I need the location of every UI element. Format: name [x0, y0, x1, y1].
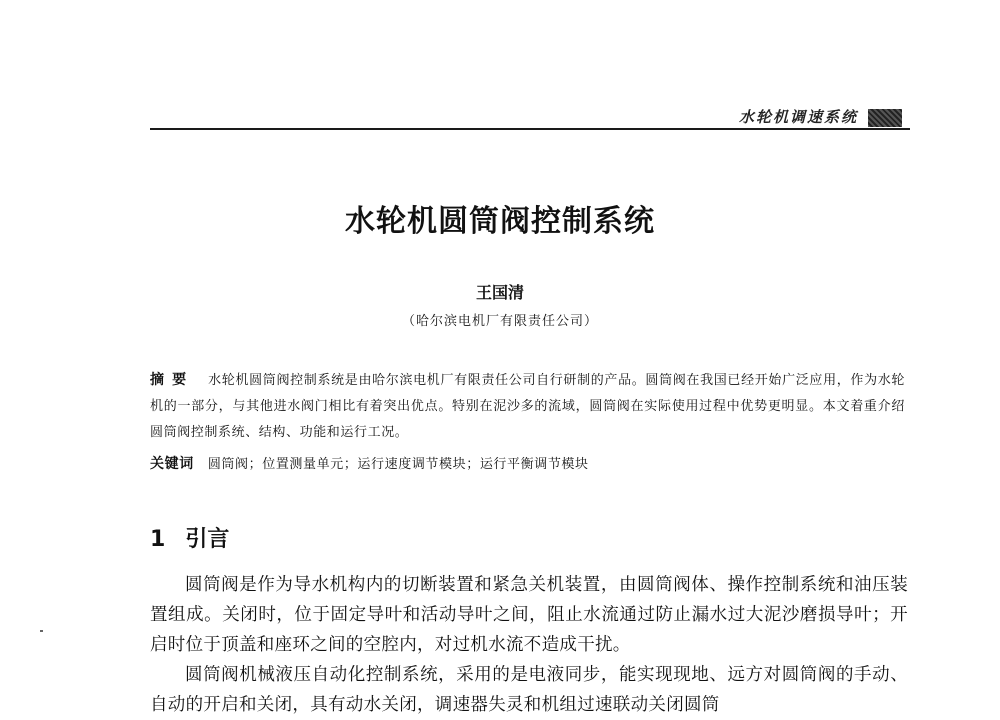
- section-heading: [150, 522, 229, 553]
- abstract-text: 水轮机圆筒阀控制系统是由哈尔滨电机厂有限责任公司自行研制的产品。圆筒阀在我国已经开始广泛应用，作为水轮机的一部分，与其他进水阀门相比有着突出优点。特别在泥沙多的流域，圆筒阀在实际使用过程中优势更明显。本文着重介绍圆筒阀控制系统、结构、功能和运行工况。: [150, 373, 906, 440]
- author-name: 王国清: [475, 283, 524, 302]
- scan-speck: [40, 630, 43, 632]
- body-text: [150, 570, 908, 720]
- keywords-label: 关键词: [150, 456, 194, 472]
- body-paragraph: 圆筒阀机械液压自动化控制系统，采用的是电液同步，能实现现地、远方对圆筒阀的手动、自动的开启和关闭，具有动水关闭，调速器失灵和机组过速联动关闭圆筒: [150, 665, 908, 715]
- running-header: [150, 104, 910, 130]
- section-title: 引言: [185, 527, 230, 552]
- keywords-text: 圆筒阀；位置测量单元；运行速度调节模块；运行平衡调节模块: [207, 457, 589, 472]
- abstract-label: 摘要: [150, 372, 195, 388]
- section-number: 1: [150, 527, 166, 552]
- body-paragraph: 圆筒阀是作为导水机构内的切断装置和紧急关机装置，由圆筒阀体、操作控制系统和油压装置组成。关闭时，位于固定导叶和活动导叶之间，阻止水流通过防止漏水过大泥沙磨损导叶；开启时位于顶盖和座环之间的空腔内，对过机水流不造成干扰。: [150, 575, 908, 655]
- journal-logo-icon: [868, 109, 902, 127]
- paper-title: 水轮机圆筒阀控制系统: [345, 204, 655, 239]
- keywords: [150, 453, 905, 476]
- header-rule: [150, 128, 910, 130]
- author-affiliation: （哈尔滨电机厂有限责任公司）: [401, 314, 598, 329]
- abstract: [150, 367, 905, 446]
- journal-name: 水轮机调速系统: [738, 108, 858, 126]
